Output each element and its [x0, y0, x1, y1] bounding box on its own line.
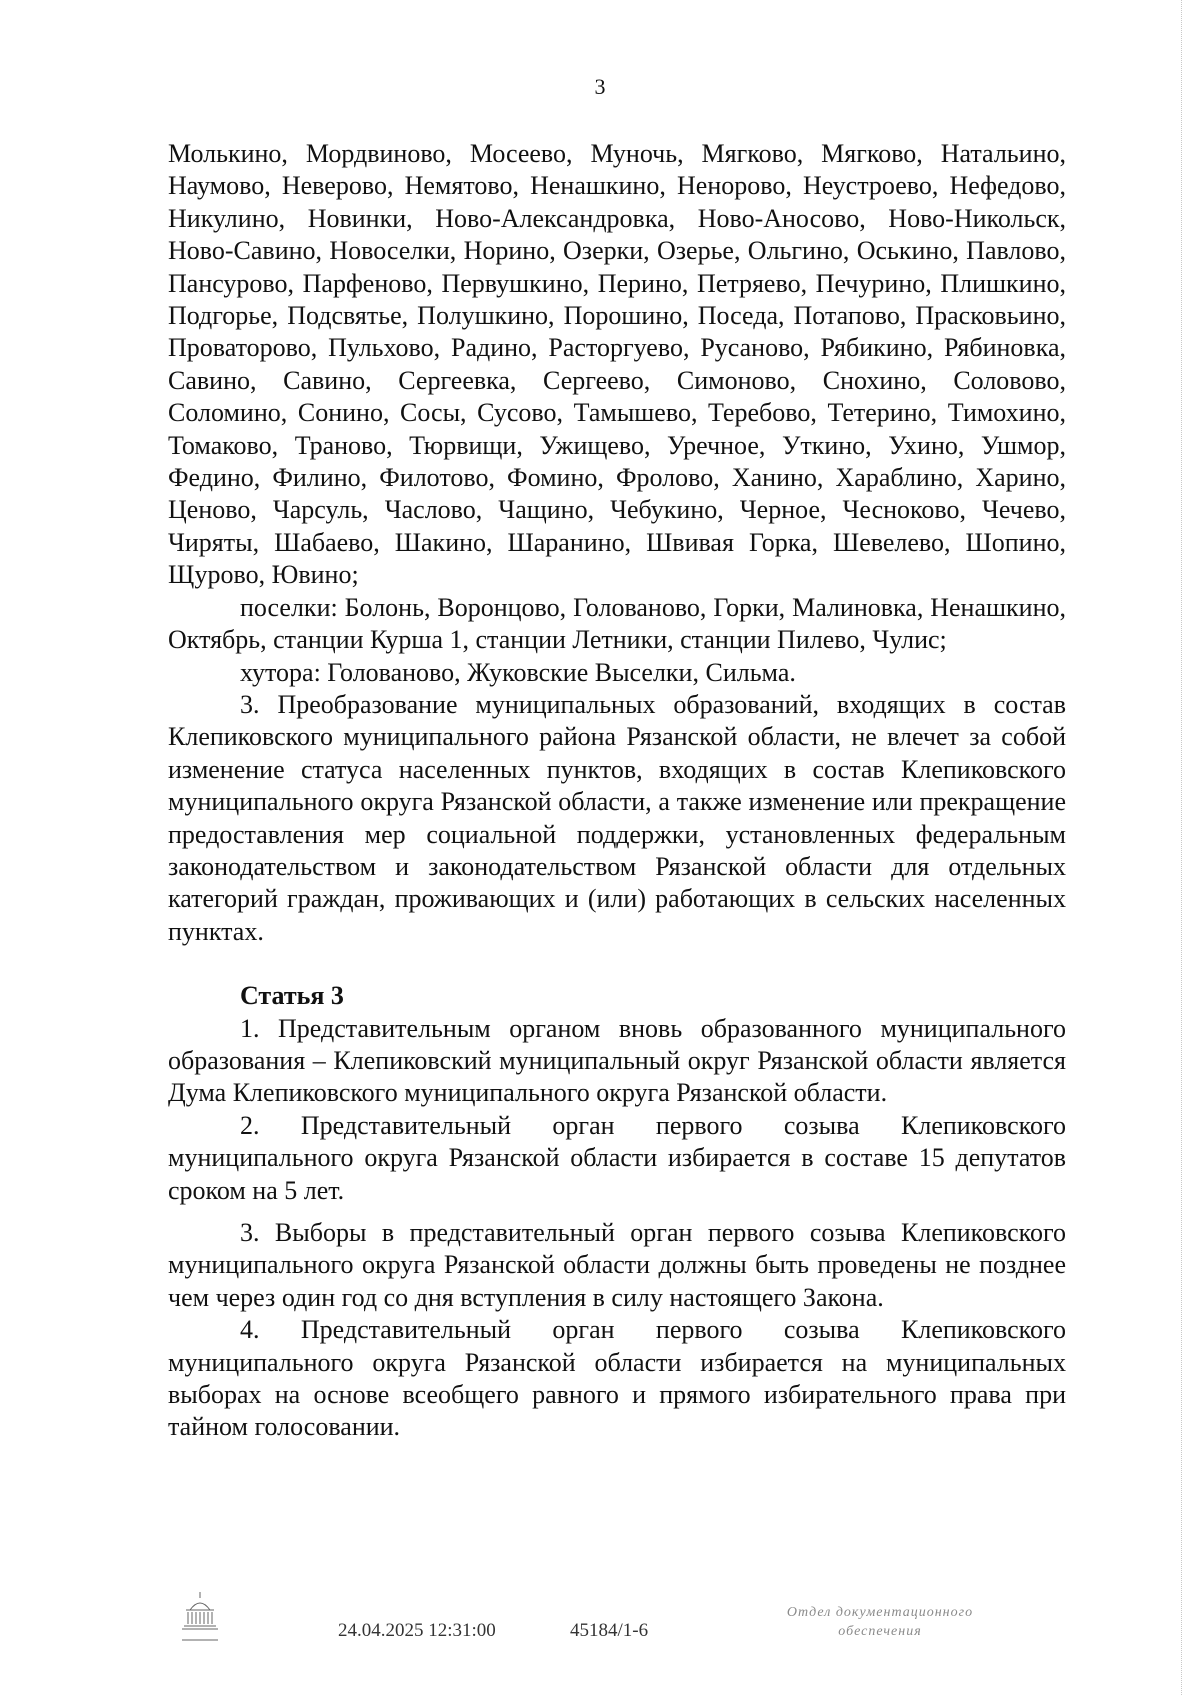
duma-logo-icon: [176, 1588, 224, 1644]
stamp-line-2: обеспечения: [838, 1624, 922, 1639]
farmsteads-list: хутора: Голованово, Жуковские Выселки, Сильма.: [240, 657, 796, 687]
document-body: [168, 138, 1066, 1444]
department-stamp: [720, 1603, 1040, 1641]
article-3-heading: Статья 3: [240, 981, 344, 1011]
page-number: 3: [594, 74, 606, 99]
footer-datetime: 24.04.2025 12:31:00: [338, 1620, 496, 1641]
article-3-item-4: 4. Представительный орган первого созыва Клепиковского муниципального округа Рязанской области избирается на муниципальных выборах на основе всеобщего равного и прямого избирательного права при тайном голосовании.: [168, 1315, 1066, 1442]
article-2-item-3: 3. Преобразование муниципальных образований, входящих в состав Клепиковского муниципального района Рязанской области, не влечет за собой изменение статуса населенных пунктов, входящих в состав Клепиковского муниципального округа Рязанской области, а также изменение или прекращение предоставления мер социальной поддержки, установленных федеральным законодательством и законодательством Рязанской области для отдельных категорий граждан, проживающих и (или) работающих в сельских населенных пунктах.: [168, 689, 1066, 946]
footer-registration-number: 45184/1-6: [570, 1620, 649, 1641]
scan-edge-line: [1181, 0, 1182, 1695]
stamp-line-1: Отдел документационного: [786, 1605, 974, 1620]
article-3-item-1: 1. Представительным органом вновь образованного муниципального образования – Клепиковский муниципальный округ Рязанской области является Дума Клепиковского муниципального округа Рязанской области.: [168, 1013, 1066, 1108]
settlements-list: поселки: Болонь, Воронцово, Голованово, Горки, Малиновка, Ненашкино, Октябрь, станции Курша 1, станции Летники, станции Пилево, Чулис;: [168, 592, 1066, 655]
villages-list-continuation: Молькино, Мордвиново, Мосеево, Муночь, Мягково, Мягково, Натальино, Наумово, Неверово, Немятово, Ненашкино, Ненорово, Неустроево, Нефедово, Никулино, Новинки, Ново-Александровка, Ново-Аносово, Ново-Никольск, Ново-Савино, Новоселки, Норино, Озерки, Озерье, Ольгино, Оськино, Павлово, Пансурово, Парфеново, Первушкино, Перино, Петряево, Печурино, Плишкино, Подгорье, Подсвятье, Полушкино, Порошино, Поседа, Потапово, Прасковьино, Проваторово, Пульхово, Радино, Расторгуево, Русаново, Рябикино, Рябиновка, Савино, Савино, Сергеевка, Сергеево, Симоново, Снохино, Соловово, Соломино, Сонино, Сосы, Сусово, Тамышево, Теребово, Тетерино, Тимохино, Томаково, Траново, Тюрвищи, Ужищево, Уречное, Уткино, Ухино, Ушмор, Федино, Филино, Филотово, Фомино, Фролово, Ханино, Хараблино, Харино, Ценово, Чарсуль, Часлово, Чащино, Чебукино, Черное, Чесноково, Чечево, Чиряты, Шабаево, Шакино, Шаранино, Швивая Горка, Шевелево, Шопино, Щурово, Ювино;: [168, 139, 1066, 590]
article-3-item-2: 2. Представительный орган первого созыва Клепиковского муниципального округа Рязанской области избирается в составе 15 депутатов сроком на 5 лет.: [168, 1110, 1066, 1205]
article-3-item-3: 3. Выборы в представительный орган первого созыва Клепиковского муниципального округа Рязанской области должны быть проведены не позднее чем через один год со дня вступления в силу настоящего Закона.: [168, 1218, 1066, 1312]
